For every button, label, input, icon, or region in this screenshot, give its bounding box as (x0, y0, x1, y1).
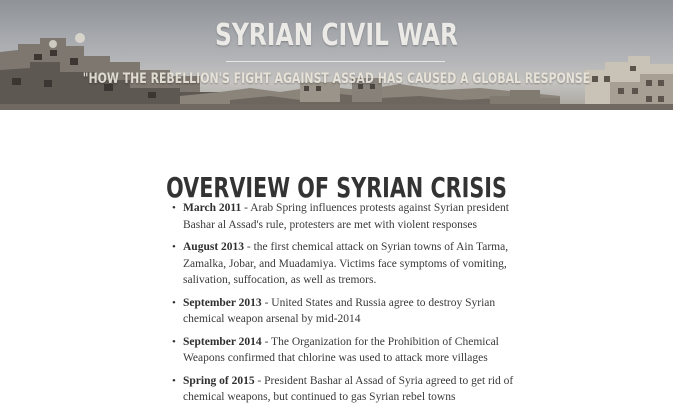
timeline-item (168, 295, 518, 328)
site-subtitle: "HOW THE REBELLION'S FIGHT AGAINST ASSAD HAS CAUSED A GLOBAL RESPONSE (82, 71, 591, 87)
event-date: September 2013 (183, 296, 262, 309)
event-description: - The Organization for the Prohibition of Chemical Weapons confirmed that chlorine was used to attack more villages (183, 335, 499, 364)
bullet-icon: • (172, 374, 176, 387)
section-heading: OVERVIEW OF SYRIAN CRISIS (166, 170, 507, 204)
bullet-icon: • (172, 296, 176, 309)
event-description: - Arab Spring influences protests against Syrian president Bashar al Assad's rule, protesters are met with violent responses (183, 202, 509, 231)
event-date: September 2014 (183, 335, 262, 348)
event-date: Spring of 2015 (183, 374, 255, 387)
bullet-icon: • (172, 335, 176, 348)
timeline-item (168, 239, 518, 289)
hero-banner (0, 0, 673, 110)
event-date: March 2011 (183, 202, 242, 214)
bullet-icon: • (172, 241, 176, 253)
event-description: - President Bashar al Assad of Syria agreed to get rid of chemical weapons, but continued to gas Syrian rebel towns (183, 374, 514, 403)
site-title: SYRIAN CIVIL WAR (214, 18, 458, 53)
timeline-item (168, 200, 518, 233)
timeline-list (168, 200, 518, 404)
timeline-item (168, 334, 518, 367)
city-ruins-photo (0, 0, 673, 110)
bullet-icon: • (172, 202, 176, 214)
timeline-item (168, 373, 518, 404)
event-description: - the first chemical attack on Syrian towns of Ain Tarma, Zamalka, Jobar, and Muadamiya. Victims face symptoms of vomiting, salivation, suffocation, as well as tremors. (183, 241, 509, 286)
event-description: - United States and Russia agree to destroy Syrian chemical weapon arsenal by mid-2014 (183, 296, 496, 325)
event-date: August 2013 (183, 241, 245, 253)
title-divider (226, 61, 445, 62)
